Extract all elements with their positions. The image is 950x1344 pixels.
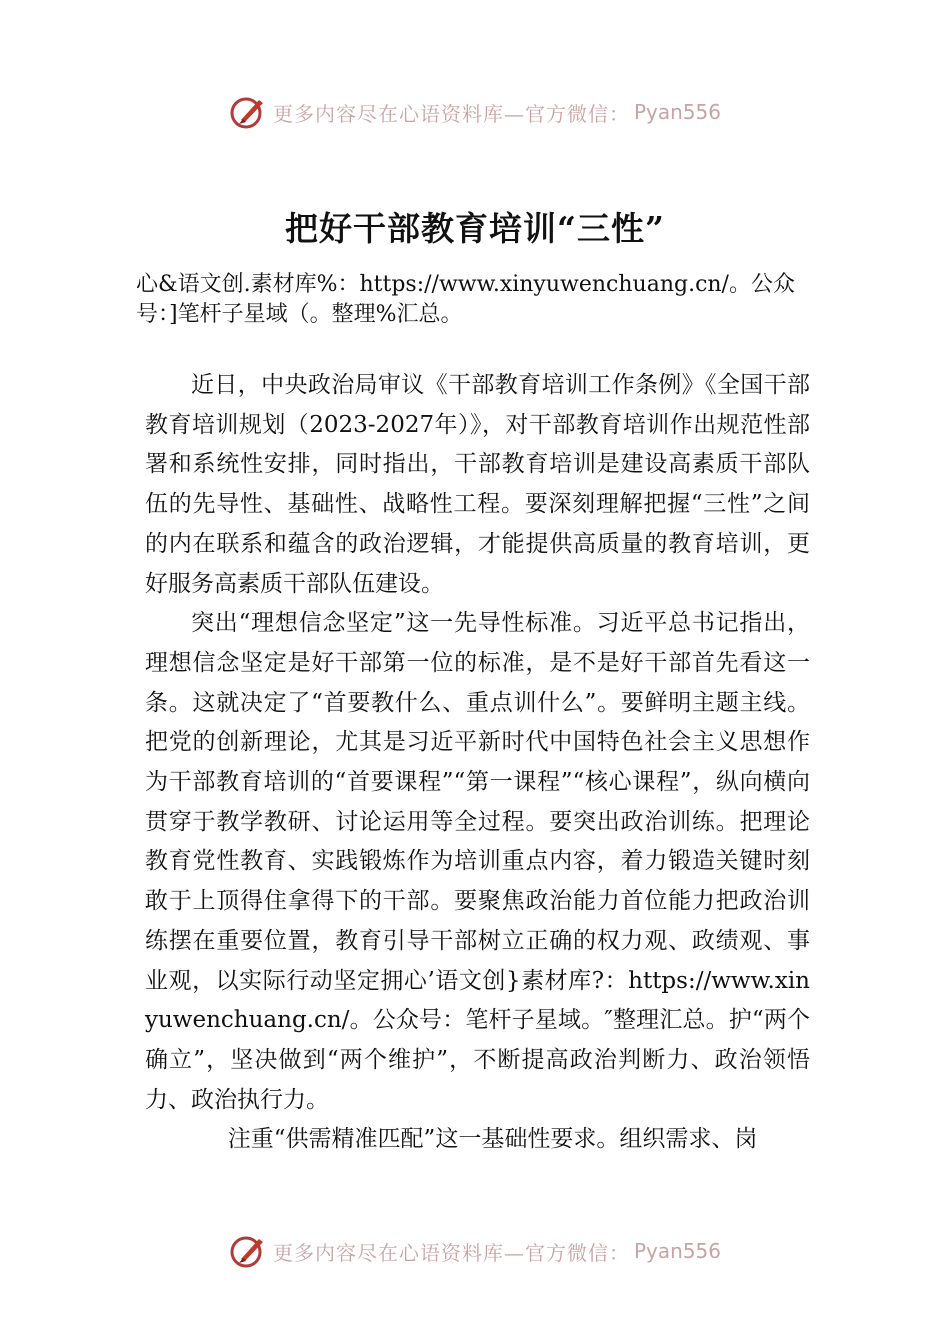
- watermark-wechat-handle: Pyan556: [633, 1239, 721, 1263]
- watermark-text: 更多内容尽在心语资料库—官方微信：: [272, 1240, 630, 1265]
- paragraph-supply-demand: 注重“供需精准匹配”这一基础性要求。组织需求、岗: [227, 1126, 758, 1153]
- quill-pen-logo-icon: [229, 92, 269, 132]
- document-title: 把好干部教育培训“三性”: [285, 209, 665, 248]
- paragraph-intro: 近日，中央政治局审议《干部教育培训工作条例》《全国干部教育培训规划（2023-2027年）》，对干部教育培训作出规范性部署和系统性安排，同时指出，干部教育培训是建设高素质干部队伍的先导性、基础性、战略性工程。要深刻理解把握“三性”之间的内在联系和蕴含的政治逻辑，才能提供高质量的教育培训，更好服务高素质干部队伍建设。: [145, 372, 810, 597]
- header-watermark: [0, 92, 950, 132]
- source-line: 心&语文创.素材库%：https://www.xinyuwenchuang.cn/。公众号：]笔杆子星域（。整理%汇总。: [136, 272, 795, 327]
- quill-pen-logo-icon: [229, 1231, 269, 1271]
- watermark-wechat-handle: Pyan556: [633, 100, 721, 124]
- watermark-text: 更多内容尽在心语资料库—官方微信：: [272, 101, 630, 126]
- paragraph-ideals: 突出“理想信念坚定”这一先导性标准。习近平总书记指出，理想信念坚定是好干部第一位的标准，是不是好干部首先看这一条。这就决定了“首要教什么、重点训什么”。要鲜明主题主线。把党的创新理论，尤其是习近平新时代中国特色社会主义思想作为干部教育培训的“首要课程”“第一课程”“核心课程”，纵向横向贯穿于教学教研、讨论运用等全过程。要突出政治训练。把理论教育党性教育、实践锻炼作为培训重点内容，着力锻造关键时刻敢于上顶得住拿得下的干部。要聚焦政治能力首位能力把政治训练摆在重要位置，教育引导干部树立正确的权力观、政绩观、事业观，以实际行动坚定拥心’语文创}素材库?：https://www.xinyuwenchuang.cn/。公众号：笔杆子星域。″整理汇总。护“两个确立”，坚决做到“两个维护”，不断提高政治判断力、政治领悟力、政治执行力。: [145, 610, 810, 1113]
- footer-watermark: [0, 1231, 950, 1271]
- document-body: [145, 366, 810, 1160]
